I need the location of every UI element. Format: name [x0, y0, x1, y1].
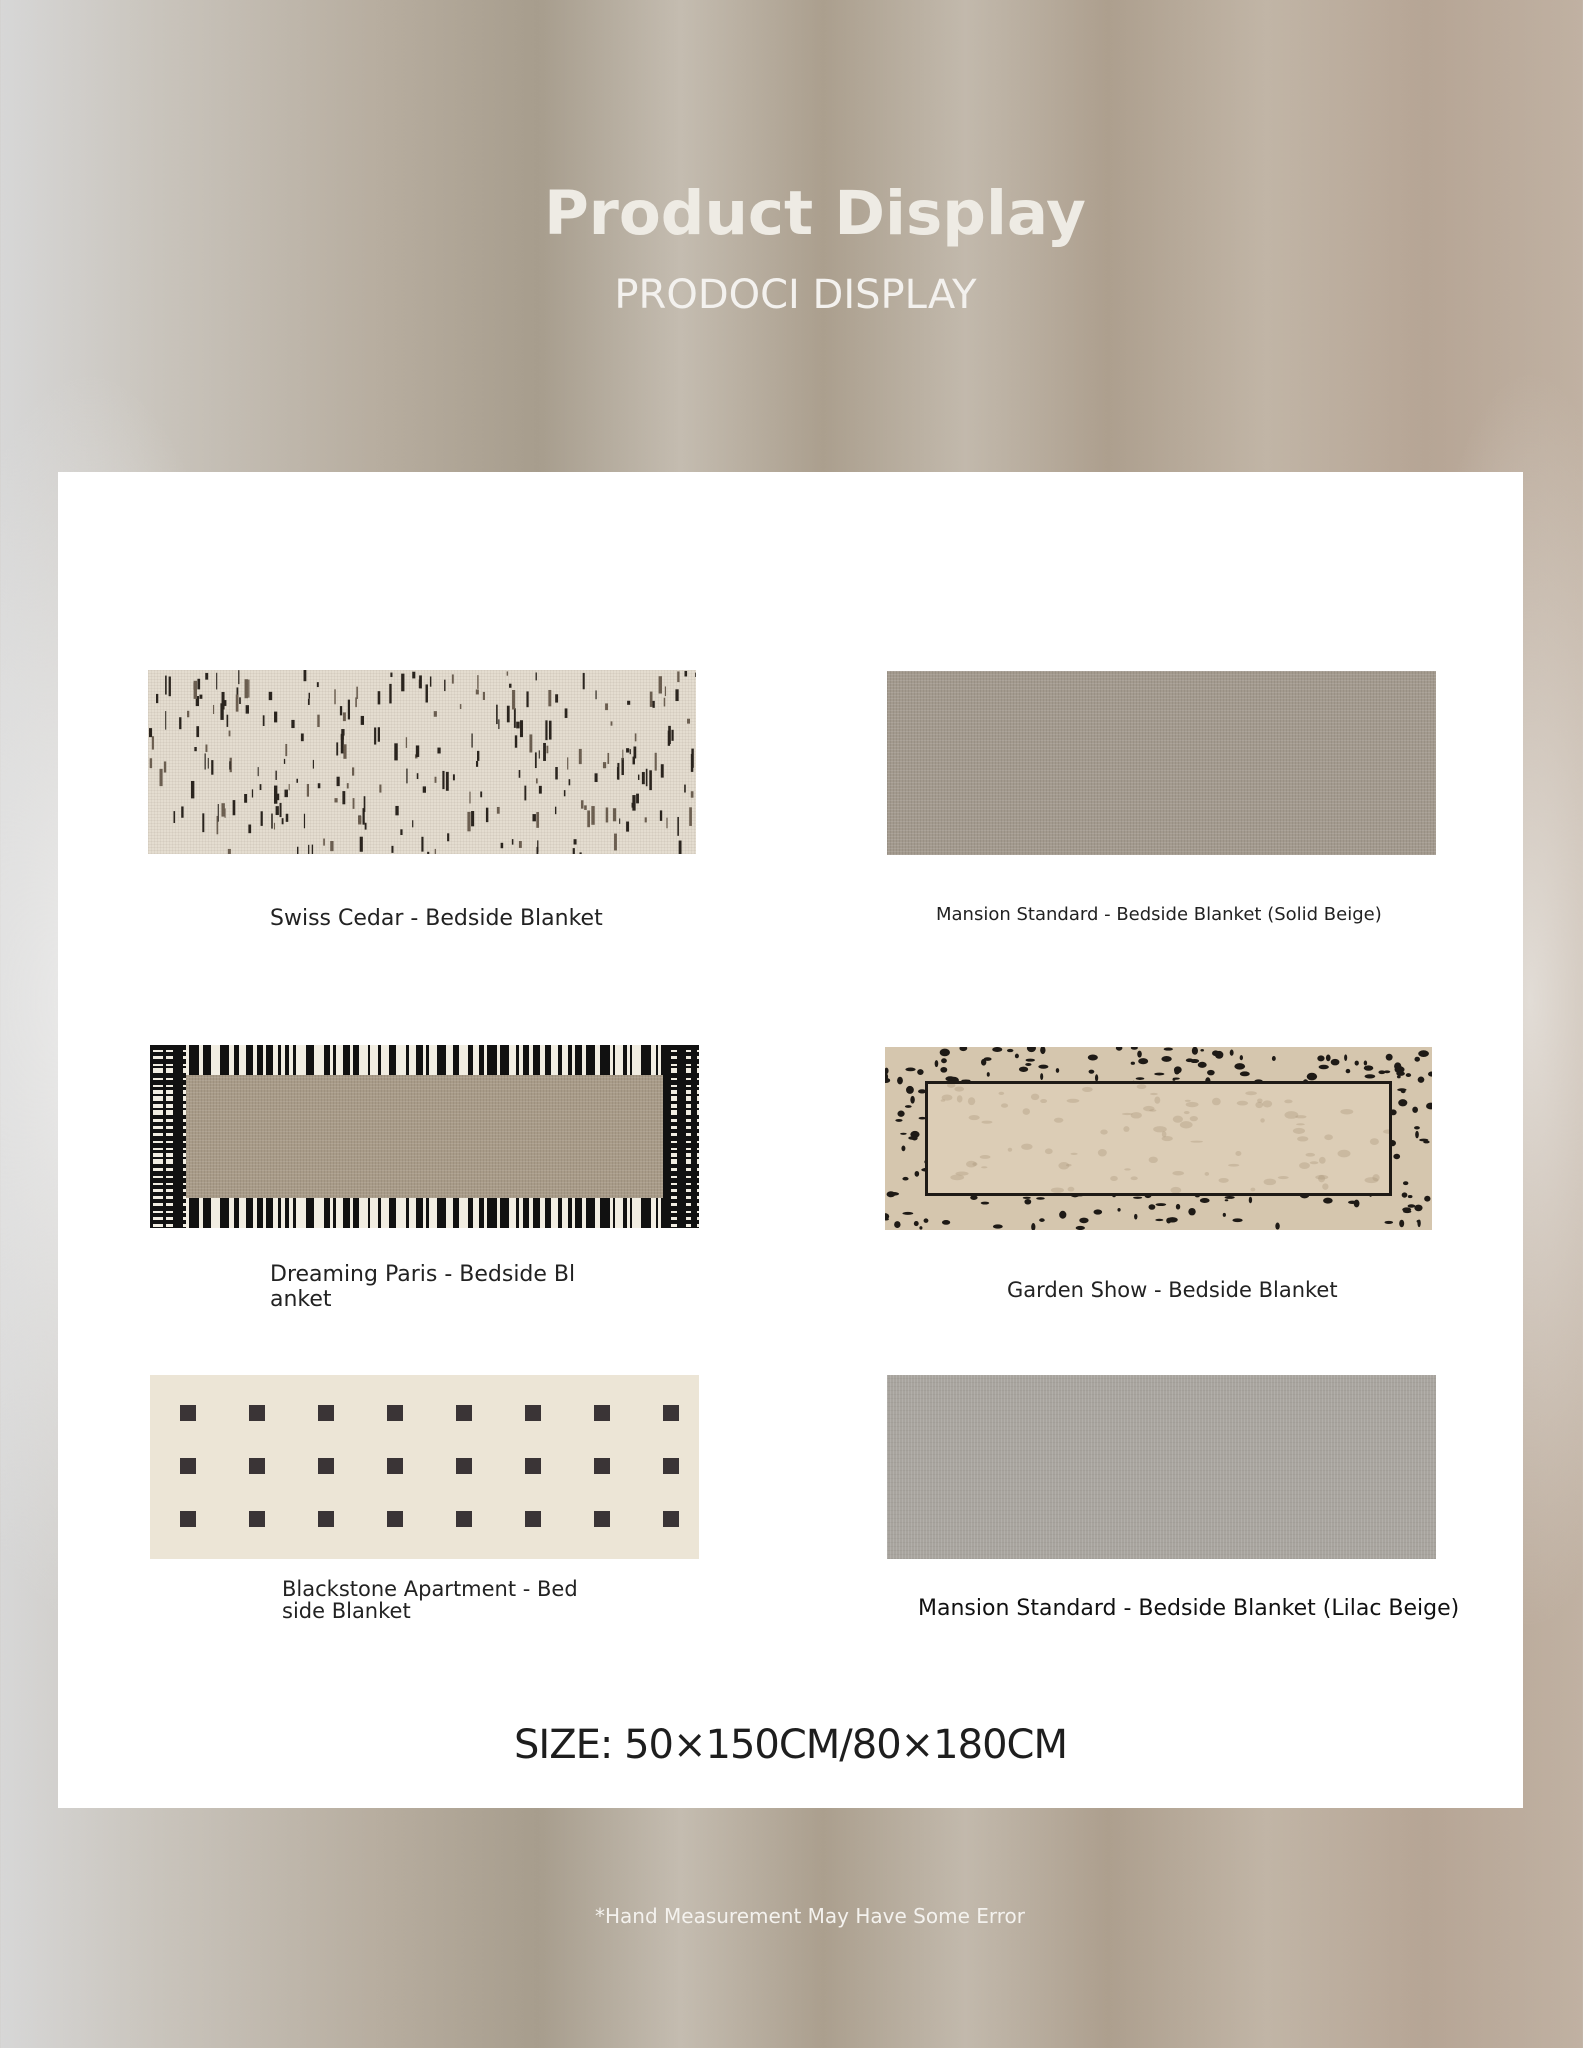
swiss-cedar-swatch: [148, 670, 696, 854]
product-label-blackstone: Blackstone Apartment - Bed side Blanket: [282, 1577, 578, 1623]
measurement-note: *Hand Measurement May Have Some Error: [594, 1904, 1025, 1928]
page-subtitle: PRODOCI DISPLAY: [614, 272, 977, 318]
product-label-mansion-beige: Mansion Standard - Bedside Blanket (Solid Beige): [936, 904, 1382, 925]
mansion-standard-lilac-swatch: [887, 1375, 1436, 1559]
garden-show-swatch: [885, 1047, 1432, 1230]
product-panel: [58, 472, 1523, 1808]
mansion-standard-beige-swatch: [887, 671, 1436, 855]
garden-show-frame: [925, 1081, 1392, 1196]
product-label-mansion-lilac: Mansion Standard - Bedside Blanket (Lilac Beige): [918, 1596, 1460, 1621]
size-info: SIZE: 50×150CM/80×180CM: [514, 1722, 1067, 1768]
dreaming-paris-center-panel: [186, 1075, 663, 1198]
product-label-dreaming-paris: Dreaming Paris - Bedside Bl anket: [270, 1262, 576, 1312]
page-title: Product Display: [544, 178, 1086, 249]
blackstone-apartment-swatch: [150, 1375, 699, 1559]
product-label-swiss-cedar: Swiss Cedar - Bedside Blanket: [270, 906, 603, 931]
dreaming-paris-swatch: [150, 1045, 699, 1228]
product-label-garden-show: Garden Show - Bedside Blanket: [1007, 1278, 1338, 1302]
